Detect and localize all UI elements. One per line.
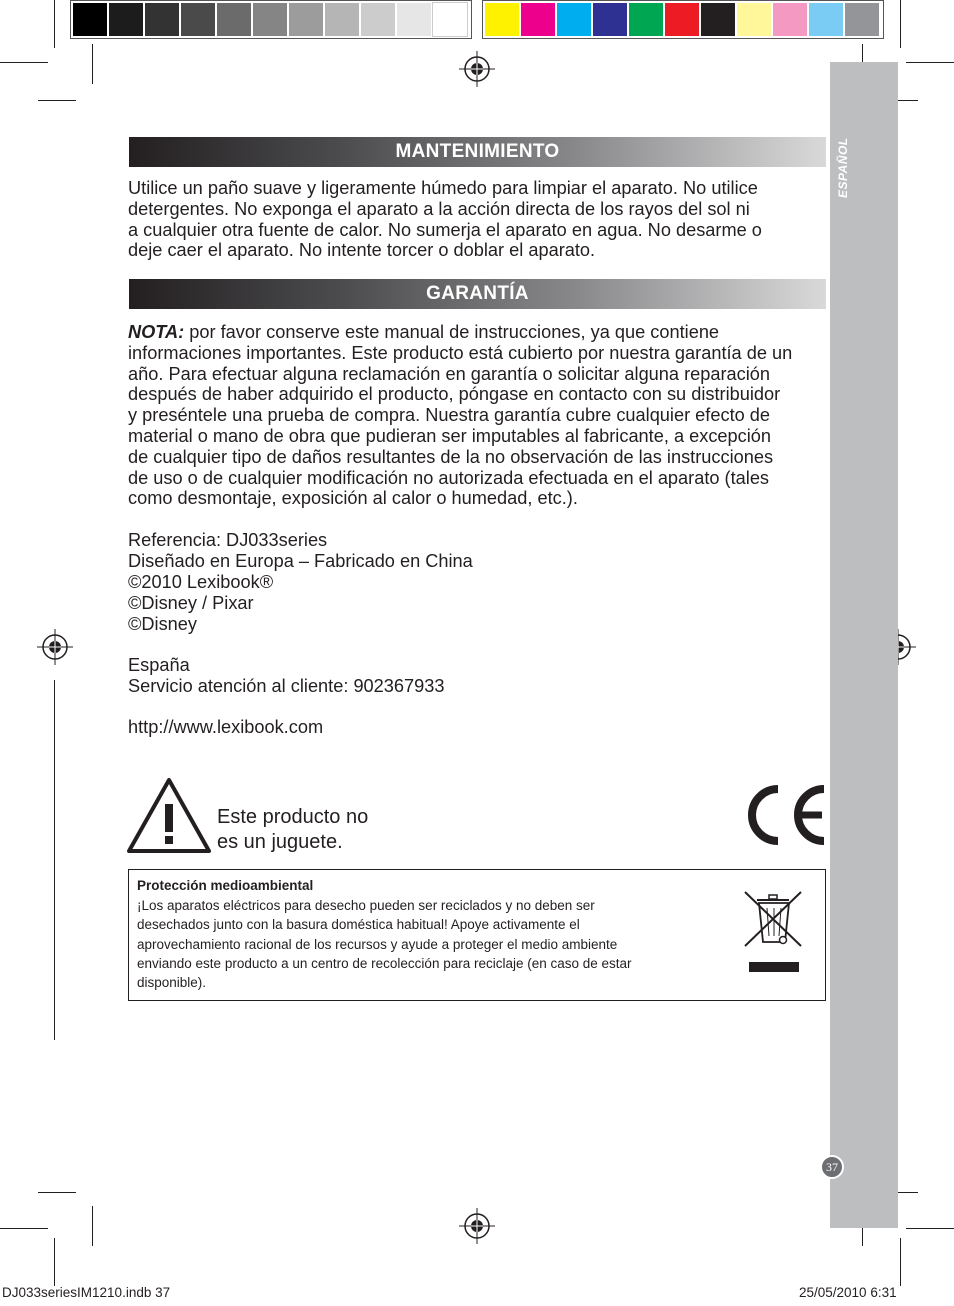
color-swatch [845,3,879,36]
color-swatch [397,3,431,36]
crop-mark [906,1228,954,1229]
warning-triangle-icon [127,778,211,854]
crop-mark [92,44,93,84]
website-link[interactable]: http://www.lexibook.com [128,717,324,737]
crop-mark [0,1228,48,1229]
color-swatch [433,3,467,36]
color-swatch [289,3,323,36]
crop-mark [900,0,901,48]
text-line: Utilice un paño suave y ligeramente húmedo para limpiar el aparato. No utilice [128,178,758,198]
registration-mark-icon [459,1208,495,1244]
origin: Diseñado en Europa – Fabricado en China [128,551,473,571]
text-line [128,322,828,343]
text-line: deje caer el aparato. No intente torcer o doblar el aparato. [128,240,596,261]
footer-date: 25/05/2010 6:31 [799,1285,897,1300]
country: España [128,655,190,675]
text-line: material o mano de obra que pudieran ser imputables al fabricante, a excepción [128,425,772,446]
color-swatch [557,3,591,36]
note-label: NOTA: [128,322,185,342]
registration-mark-icon [459,51,495,87]
section-heading-warranty: GARANTÍA [129,279,826,309]
registration-mark-icon [37,629,73,665]
text-line: a cualquier otra fuente de calor. No sumerja el aparato en agua. No desarme o [128,219,762,240]
color-swatch [593,3,627,36]
environmental-title: Protección medioambiental [137,878,314,893]
maintenance-text [128,178,828,261]
text-line: y preséntele una prueba de compra. Nuestra garantía cubre cualquier efecto de [128,405,771,426]
not-a-toy-warning [217,805,368,855]
copyright-lexibook: ©2010 Lexibook® [128,572,274,592]
text-line: ¡Los aparatos eléctricos para desecho pueden ser reciclados y no deben ser [137,898,595,913]
text-line: de uso o de cualquier modificación no autorizada efectuada en el aparato (tales [128,467,770,488]
crop-mark [906,62,954,63]
color-swatch [181,3,215,36]
text-line: después de haber adquirido el producto, póngase en contacto con su distribuidor [128,384,781,405]
language-sidebar [830,62,898,1228]
copyright-pixar: ©Disney / Pixar [128,593,254,613]
warning-line: es un juguete. [217,831,343,853]
text-line: informaciones importantes. Este producto está cubierto por nuestra garantía de un [128,342,793,363]
text-line: detergentes. No exponga el aparato a la acción directa de los rayos del sol ni [128,198,750,219]
crop-mark [92,1206,93,1246]
color-swatch [737,3,771,36]
color-swatch [73,3,107,36]
crop-mark [38,100,76,101]
warranty-text [128,322,828,509]
color-swatch [361,3,395,36]
text-line: desechados junto con la basura doméstica habitual! Apoye activamente el [137,917,580,933]
crop-mark [0,62,48,63]
color-swatch [485,3,519,36]
color-swatch [701,3,735,36]
text-line: año. Para efectuar alguna reclamación en garantía o solicitar alguna reparación [128,363,771,384]
note-text: por favor conserve este manual de instrucciones, ya que contiene [184,322,720,342]
color-swatch [809,3,843,36]
page-number: 37 [820,1155,844,1179]
ce-mark-icon [738,783,828,847]
environmental-notice [128,869,826,1001]
crop-mark [54,1238,55,1286]
color-swatch [145,3,179,36]
text-line: como desmontaje, exposición al calor o humedad, etc.). [128,488,578,509]
crop-mark [54,0,55,48]
color-swatch [253,3,287,36]
text-line: aprovechamiento racional de los recursos y ayude a proteger el medio ambiente [137,936,618,952]
color-swatch [665,3,699,36]
environmental-text [137,896,717,992]
section-heading-maintenance: MANTENIMIENTO [129,137,826,167]
fold-line [54,680,55,1040]
footer-file-info: DJ033seriesIM1210.indb 37 [2,1285,171,1300]
text-line: disponible). [137,975,207,991]
crop-mark [900,1238,901,1286]
warning-line: Este producto no [217,806,369,828]
color-swatch [629,3,663,36]
copyright-disney: ©Disney [128,614,197,634]
color-swatch [217,3,251,36]
color-swatch [325,3,359,36]
crop-mark [38,1192,76,1193]
reference: Referencia: DJ033series [128,530,328,550]
color-swatch [773,3,807,36]
color-swatch [109,3,143,36]
crossed-out-bin-icon [739,886,809,978]
language-label: ESPAÑOL [836,137,850,198]
text-line: enviando este producto a un centro de recolección para reciclaje (en caso de estar [137,955,632,971]
customer-service: Servicio atención al cliente: 902367933 [128,676,445,696]
text-line: de cualquier tipo de daños resultantes de la no observación de las instrucciones [128,446,774,467]
color-swatch [521,3,555,36]
